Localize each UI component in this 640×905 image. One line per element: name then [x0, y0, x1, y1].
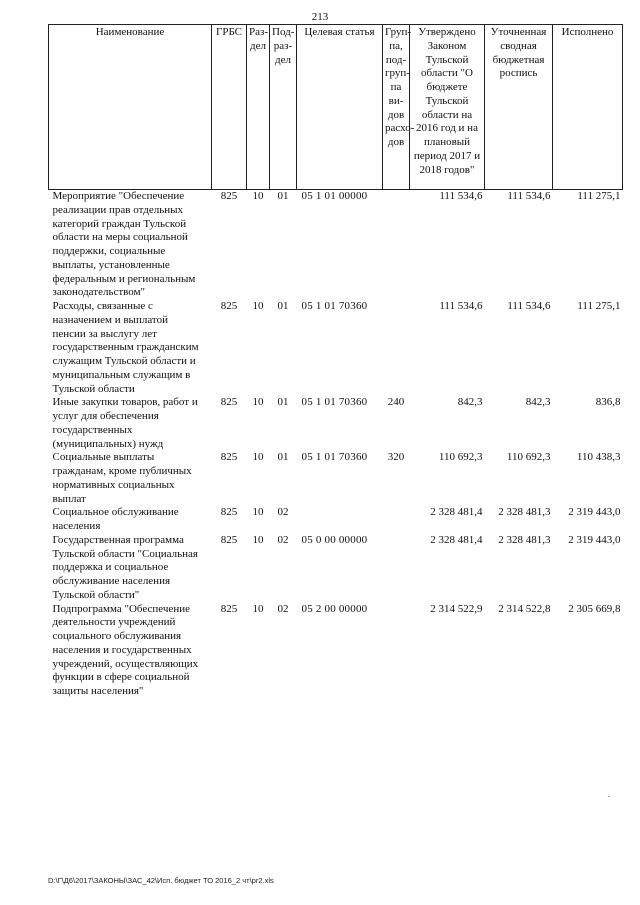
row-approved: 2 314 522,9: [430, 602, 483, 615]
row-razdel: 10: [252, 396, 264, 409]
header-utochnennaya: Уточненная сводная бюджетная роспись: [485, 25, 553, 190]
row-razdel: 10: [252, 300, 264, 312]
header-name: Наименование: [49, 25, 212, 190]
header-utverzhdeno: Утверждено Законом Тульской области "О бюджете Тульской области на 2016 год и на плановый период 2017 и 2018 годов": [410, 25, 485, 190]
row-approved: 2 328 481,4: [430, 506, 483, 519]
row-razdel: 10: [252, 451, 264, 464]
row-refined: 2 314 522,8: [498, 602, 551, 615]
row-executed: 110 438,3: [576, 451, 621, 464]
row-name: Иные закупки товаров, работ и услуг для обеспечения государственных (муниципальных) нужд: [52, 396, 198, 450]
row-podrazdel: 02: [277, 602, 289, 615]
row-podrazdel: 01: [277, 451, 289, 464]
table-row: [49, 534, 623, 603]
table-row: [49, 300, 623, 396]
row-target: 05 2 00 00000: [301, 602, 368, 615]
row-podrazdel: 02: [277, 506, 289, 519]
table-row: [49, 190, 623, 301]
header-grbs: ГРБС: [212, 25, 247, 190]
row-podrazdel: 01: [277, 396, 289, 409]
row-target: 05 1 01 70360: [301, 396, 368, 409]
row-executed: 2 305 669,8: [568, 602, 621, 615]
row-razdel: 10: [252, 190, 264, 202]
row-grbs: 825: [220, 533, 238, 546]
row-executed: 2 319 443,0: [568, 533, 621, 546]
row-target: 05 1 01 70360: [301, 300, 368, 312]
row-razdel: 10: [252, 602, 264, 615]
row-group: 320: [387, 451, 405, 464]
row-razdel: 10: [252, 506, 264, 519]
row-name: Социальные выплаты гражданам, кроме публичных нормативных социальных выплат: [52, 451, 192, 505]
row-podrazdel: 01: [277, 190, 289, 202]
row-executed: 836,8: [595, 396, 621, 409]
row-name: Социальное обслуживание населения: [52, 506, 179, 532]
footer-file-path: D:\Г\Д6\2017\ЗАКОНЫ\ЗАС_42\Исп. бюджет ТО 2016_2 чт\pr2.xls: [48, 876, 274, 885]
row-podrazdel: 02: [277, 533, 289, 546]
row-group: [383, 603, 410, 699]
row-approved: 111 534,6: [439, 190, 483, 202]
table-header-row: [49, 25, 623, 190]
table-row: [49, 603, 623, 699]
row-name: Мероприятие "Обеспечение реализации прав отдельных категорий граждан Тульской области на меры социальной поддержки, социальные выплаты, установленные федеральным и региональным законодательством": [52, 190, 196, 299]
row-executed: 111 275,1: [577, 190, 621, 202]
header-celevaya: Целевая статья: [297, 25, 383, 190]
header-gruppa: Груп-па, под-груп-па ви-дов расхо-дов: [383, 25, 410, 190]
row-refined: 111 534,6: [507, 190, 551, 202]
row-grbs: 825: [220, 190, 238, 202]
row-refined: 111 534,6: [507, 300, 551, 312]
row-refined: 2 328 481,3: [498, 506, 551, 519]
row-grbs: 825: [220, 506, 238, 519]
row-target: 05 1 01 00000: [301, 190, 368, 202]
row-grbs: 825: [220, 396, 238, 409]
row-group: 240: [387, 396, 405, 409]
row-name: Расходы, связанные с назначением и выплатой пенсии за выслугу лет государственным гражданским служащим Тульской области и муниципальным служащим в Тульской области: [52, 300, 199, 395]
header-podrazdel: Под-раз-дел: [270, 25, 297, 190]
row-grbs: 825: [220, 602, 238, 615]
row-executed: 2 319 443,0: [568, 506, 621, 519]
row-grbs: 825: [220, 451, 238, 464]
row-approved: 842,3: [457, 396, 483, 409]
row-refined: 842,3: [525, 396, 551, 409]
row-approved: 2 328 481,4: [430, 533, 483, 546]
row-executed: 111 275,1: [577, 300, 621, 312]
row-approved: 111 534,6: [439, 300, 483, 312]
row-group: [383, 534, 410, 603]
row-grbs: 825: [220, 300, 238, 312]
row-target: 05 0 00 00000: [301, 533, 368, 546]
row-target: [297, 506, 383, 534]
row-refined: 110 692,3: [506, 451, 551, 464]
header-razdel: Раз-дел: [247, 25, 270, 190]
table-row: [49, 506, 623, 534]
row-name: Государственная программа Тульской области "Социальная поддержка и социальное обслуживание населения Тульской области": [52, 533, 198, 601]
row-group: [383, 300, 410, 396]
scan-speck: [608, 796, 610, 797]
row-name: Подпрограмма "Обеспечение деятельности учреждений социального обслуживания населения и государственных учреждений, осуществляющих функции в сфере социальной защиты населения": [52, 602, 199, 697]
row-target: 05 1 01 70360: [301, 451, 368, 464]
row-podrazdel: 01: [277, 300, 289, 312]
row-razdel: 10: [252, 533, 264, 546]
row-refined: 2 328 481,3: [498, 533, 551, 546]
table-row: [49, 451, 623, 506]
row-group: [383, 190, 410, 301]
budget-table: [48, 24, 623, 699]
header-ispolneno: Исполнено: [553, 25, 623, 190]
page-number: 213: [311, 11, 329, 23]
row-group: [383, 506, 410, 534]
table-row: [49, 396, 623, 451]
row-approved: 110 692,3: [438, 451, 483, 464]
